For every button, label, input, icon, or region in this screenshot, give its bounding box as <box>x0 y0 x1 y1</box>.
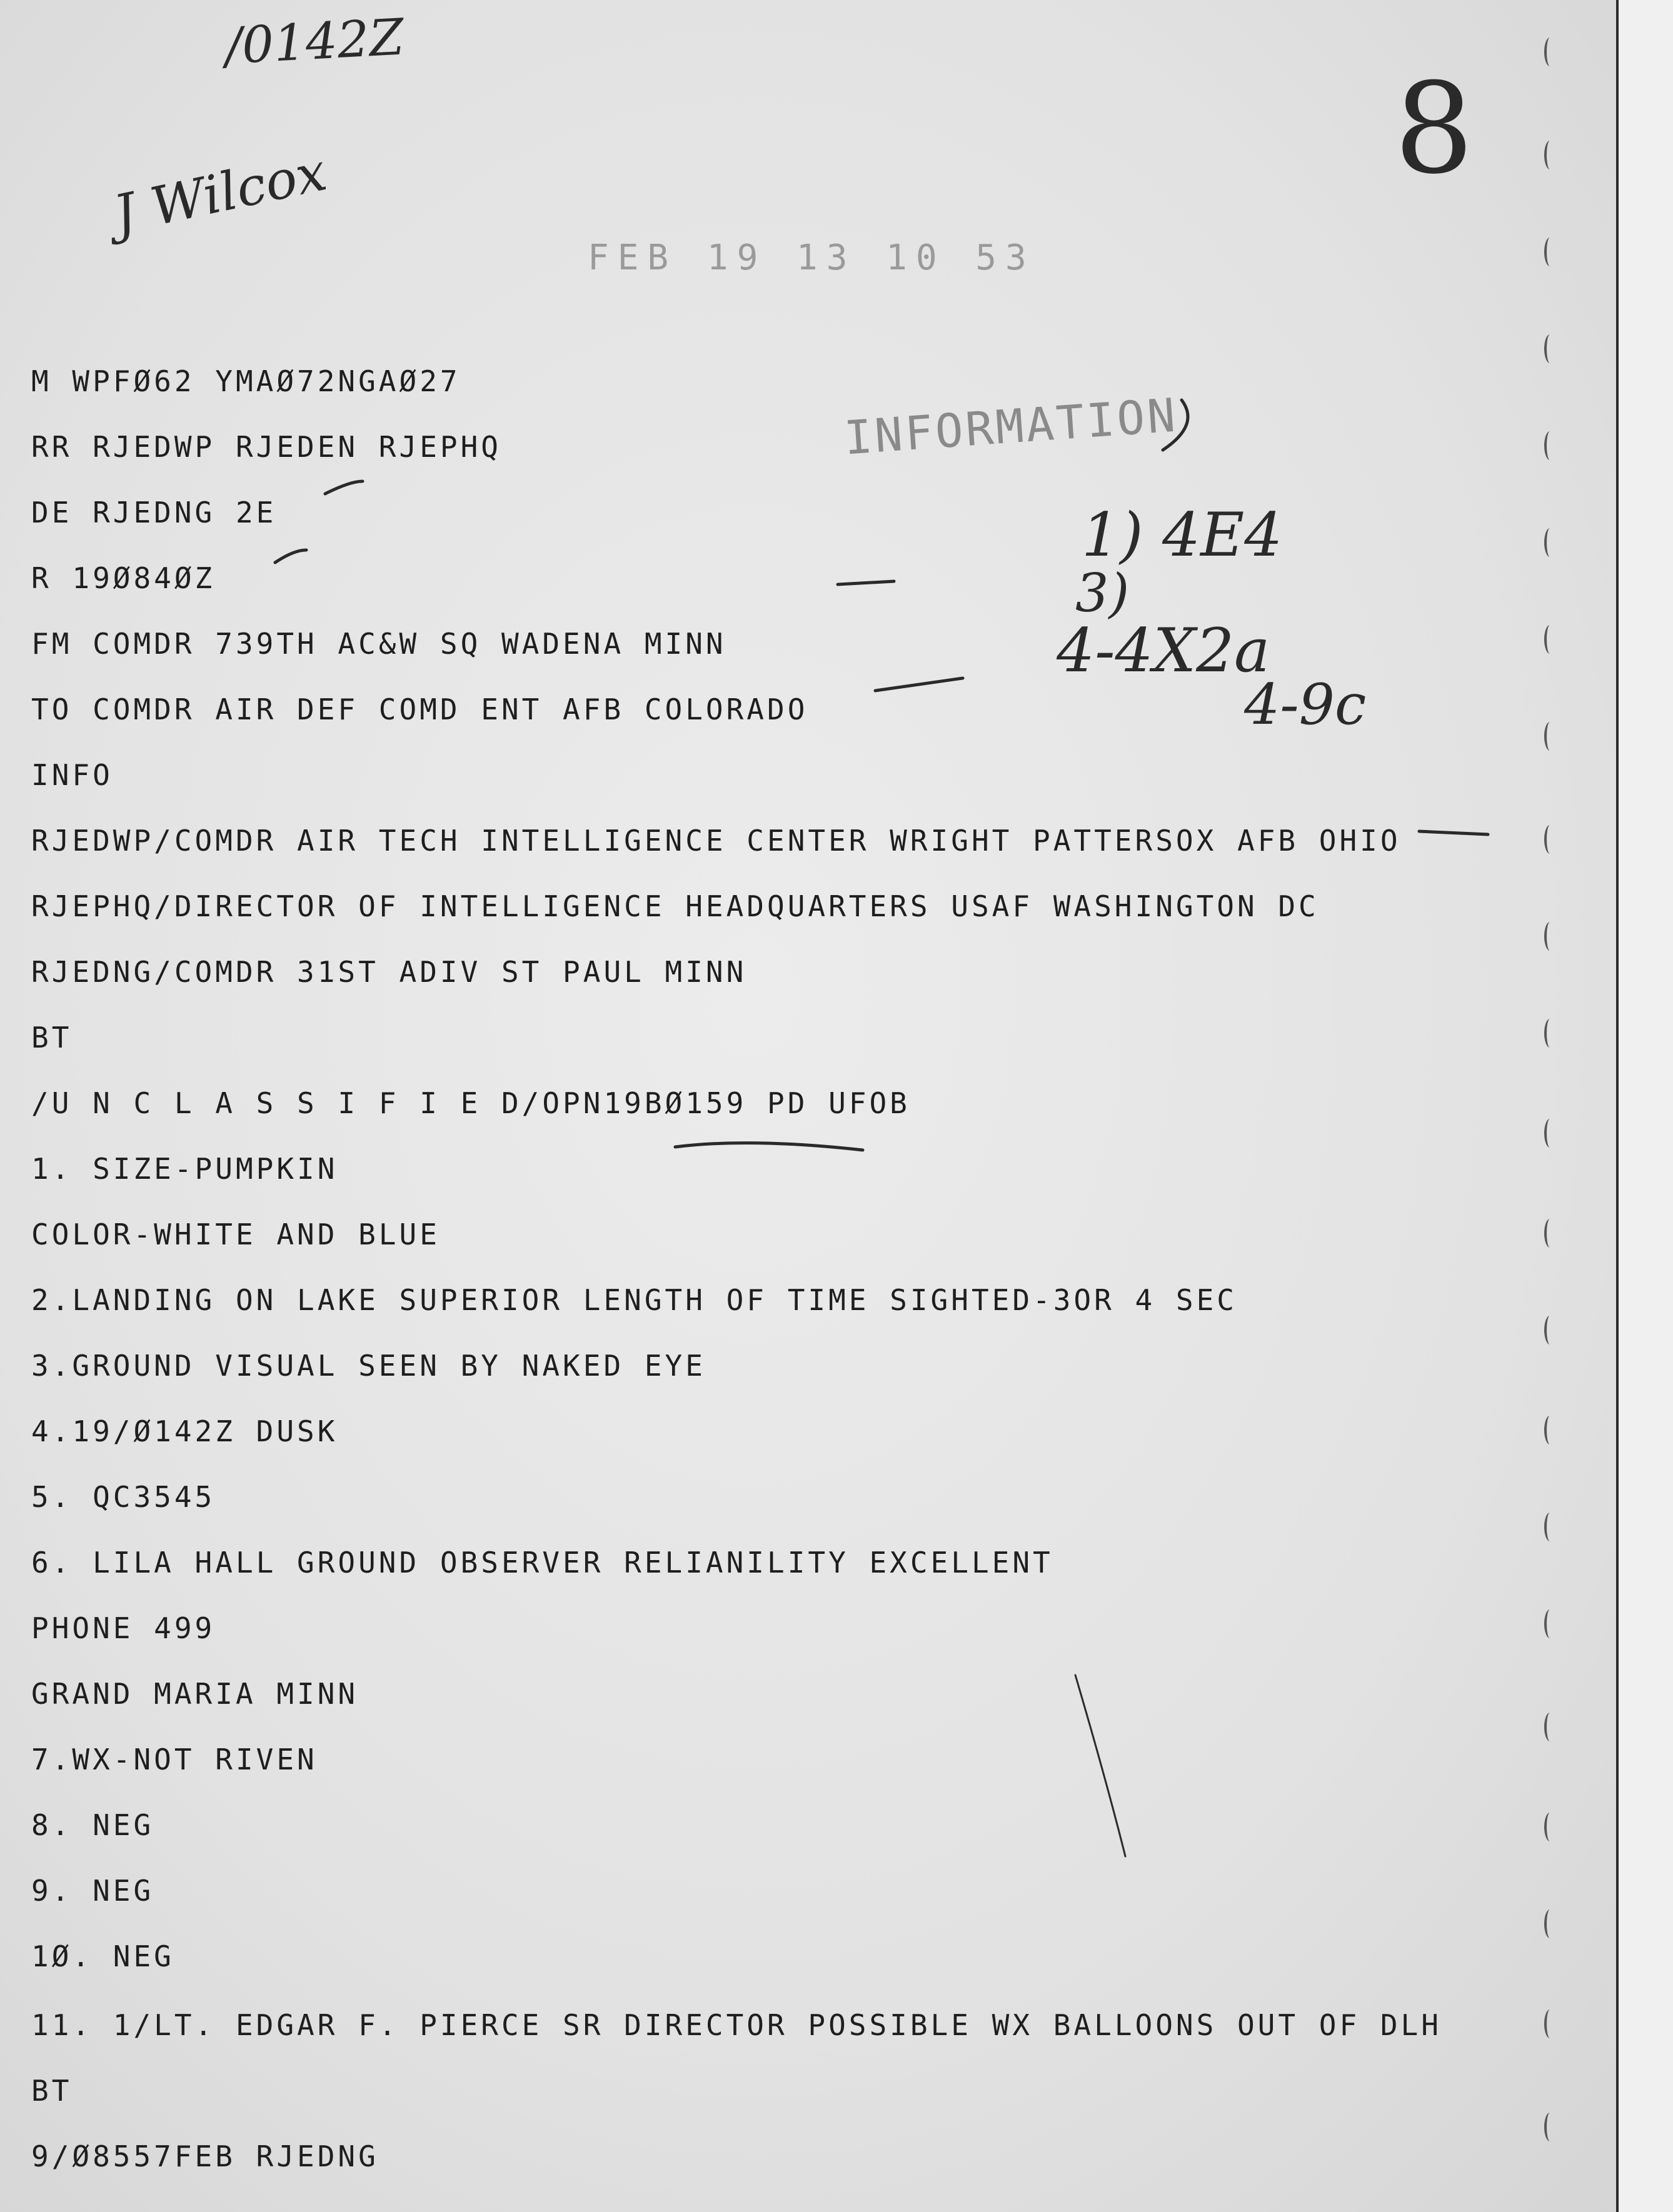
report-item: 3.GROUND VISUAL SEEN BY NAKED EYE <box>31 1349 706 1383</box>
footer-dtg: 9/Ø8557FEB RJEDNG <box>31 2139 379 2173</box>
break-marker: BT <box>31 1021 73 1054</box>
routing-line: DE RJEDNG 2E <box>31 496 277 529</box>
handwritten-time: /0142Z <box>223 8 406 76</box>
report-item: PHONE 499 <box>31 1611 216 1645</box>
pen-initial-mark <box>1163 400 1188 450</box>
report-item: 1. SIZE-PUMPKIN <box>31 1152 338 1186</box>
report-item: COLOR-WHITE AND BLUE <box>31 1218 440 1251</box>
report-item: 7.WX-NOT RIVEN <box>31 1743 318 1776</box>
report-item: GRAND MARIA MINN <box>31 1677 359 1711</box>
margin-code-1: 1) 4E4 <box>1082 500 1283 570</box>
info-addressee: RJEDWP/COMDR AIR TECH INTELLIGENCE CENTER WRIGHT PATTERSOX AFB OHIO <box>31 824 1401 858</box>
info-addressee: RJEDNG/COMDR 31ST ADIV ST PAUL MINN <box>31 955 747 989</box>
pen-arrow-mark <box>875 678 963 691</box>
report-item: 2.LANDING ON LAKE SUPERIOR LENGTH OF TIME SIGHTED-3OR 4 SEC <box>31 1283 1237 1317</box>
margin-code-4: 4-9c <box>1244 672 1367 738</box>
pen-dash-mark <box>838 581 894 584</box>
information-stamp: INFORMATION <box>842 388 1180 466</box>
pen-tick-mark <box>325 481 363 494</box>
margin-code-3: 4-4X2a <box>1057 616 1270 686</box>
pen-stroke <box>1075 1675 1125 1856</box>
handwritten-page-number: 8 <box>1394 56 1474 202</box>
report-item: 1Ø. NEG <box>31 1939 174 1973</box>
received-date-stamp: FEB 19 13 10 53 <box>588 238 1035 278</box>
info-addressee: RJEPHQ/DIRECTOR OF INTELLIGENCE HEADQUARTERS USAF WASHINGTON DC <box>31 889 1319 923</box>
pen-arrow-mark <box>1419 831 1488 834</box>
report-item: 6. LILA HALL GROUND OBSERVER RELIANILITY EXCELLENT <box>31 1546 1053 1579</box>
underline-mark <box>675 1143 863 1150</box>
classification-line: /U N C L A S S I F I E D/OPN19BØ159 PD UFOB <box>31 1086 910 1120</box>
handwritten-signature: J Wilcox <box>108 141 332 246</box>
info-label: INFO <box>31 758 113 792</box>
report-item: 11. 1/LT. EDGAR F. PIERCE SR DIRECTOR POSSIBLE WX BALLOONS OUT OF DLH <box>31 2008 1442 2042</box>
break-marker: BT <box>31 2074 73 2108</box>
report-item: 8. NEG <box>31 1808 154 1842</box>
routing-line: M WPFØ62 YMAØ72NGAØ27 <box>31 364 461 398</box>
from-line: FM COMDR 739TH AC&W SQ WADENA MINN <box>31 627 726 661</box>
report-item: 5. QC3545 <box>31 1480 216 1514</box>
datetime-group: R 19Ø84ØZ <box>31 561 216 595</box>
report-item: 9. NEG <box>31 1874 154 1908</box>
margin-code-2: 3) <box>1075 563 1130 624</box>
report-item: 4.19/Ø142Z DUSK <box>31 1414 338 1448</box>
to-line: TO COMDR AIR DEF COMD ENT AFB COLORADO <box>31 693 808 726</box>
pen-tick-mark <box>275 550 306 563</box>
routing-line: RR RJEDWP RJEDEN RJEPHQ <box>31 430 501 464</box>
